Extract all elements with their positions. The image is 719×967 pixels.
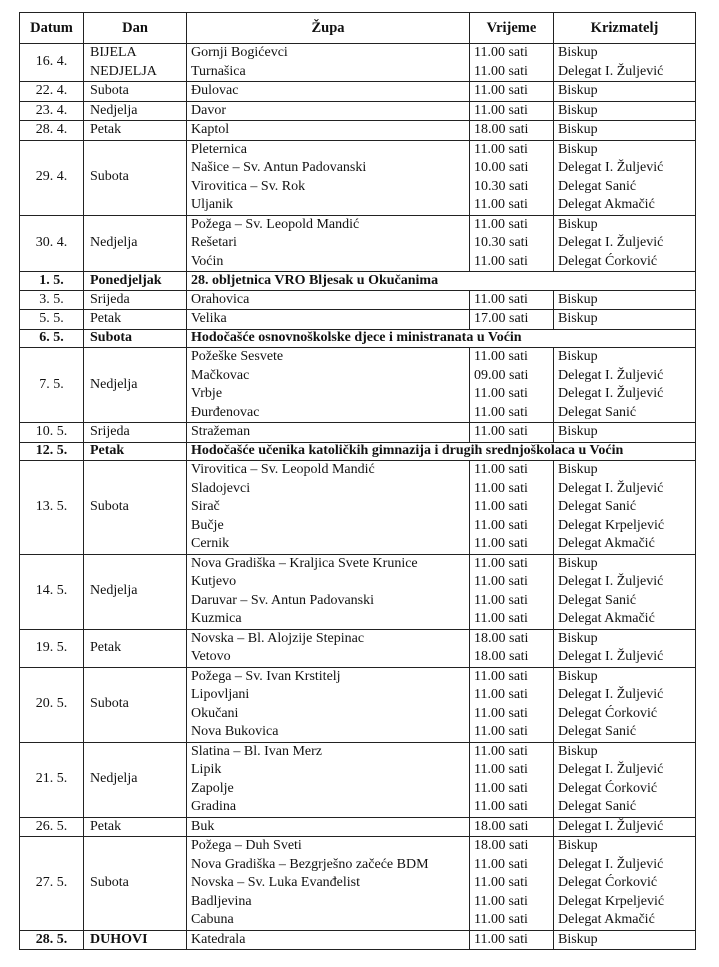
date-cell: 19. 5. [20,629,84,667]
table-row [20,310,696,330]
confirmant-name: Delegat Akmačić [558,197,655,212]
confirmant-cell [554,629,696,667]
parish-name: Bučje [191,517,224,533]
date-cell: 23. 4. [20,101,84,121]
parish-cell [187,290,470,310]
parish-name: Požega – Duh Sveti [191,838,302,853]
parish-name: Đulovac [191,83,239,98]
confirmant-name: Delegat I. Žuljević [558,762,664,777]
date-cell: 14. 5. [20,554,84,629]
date-cell: 27. 5. [20,837,84,931]
time-cell [470,310,554,330]
mass-time: 18.00 sati [474,122,529,137]
parish-name: Daruvar – Sv. Antun Padovanski [191,592,375,608]
day-cell: Subota [84,82,187,102]
date-cell: 29. 4. [20,140,84,215]
confirmant-name: Delegat I. Žuljević [558,687,664,702]
parish-name: Cabuna [191,912,234,927]
date-cell: 6. 5. [20,329,84,348]
table-row [20,44,696,82]
confirmant-name: Delegat I. Žuljević [558,649,664,664]
confirmant-name: Delegat Ćorković [558,253,658,269]
parish-name: Sirač [191,499,220,514]
table-row [20,667,696,742]
mass-time: 11.00 sati [474,141,528,157]
confirmant-name: Delegat Sanić [558,724,637,739]
mass-time: 18.00 sati [474,838,529,853]
parish-cell [187,837,470,931]
parish-name: Orahovica [191,291,250,307]
confirmant-name: Delegat I. Žuljević [558,386,664,401]
confirmant-cell [554,310,696,330]
confirmant-name: Biskup [558,630,598,646]
confirmant-name: Biskup [558,291,598,307]
mass-time: 11.00 sati [474,668,528,684]
confirmant-cell [554,817,696,837]
table-row [20,290,696,310]
parish-cell [187,101,470,121]
confirmant-cell [554,215,696,272]
date-cell: 28. 4. [20,121,84,141]
mass-time: 11.00 sati [474,480,528,496]
parish-name: Sladojevci [191,480,251,496]
date-cell: 22. 4. [20,82,84,102]
parish-name: Stražeman [191,424,251,439]
time-cell [470,348,554,423]
day-cell: Subota [84,329,187,348]
date-cell: 28. 5. [20,930,84,950]
parish-cell [187,423,470,443]
day-cell: Subota [84,667,187,742]
day-cell: Nedjelja [84,101,187,121]
parish-name: Mačkovac [191,367,250,383]
time-cell [470,629,554,667]
parish-cell [187,121,470,141]
confirmant-name: Biskup [558,424,598,439]
confirmant-cell [554,742,696,817]
mass-time: 11.00 sati [474,404,528,420]
table-row [20,82,696,102]
mass-time: 11.00 sati [474,762,528,777]
mass-time: 11.00 sati [474,216,528,232]
mass-time: 11.00 sati [474,912,528,927]
parish-name: Uljanik [191,197,233,212]
time-cell [470,215,554,272]
confirmant-cell [554,290,696,310]
mass-time: 10.30 sati [474,178,529,194]
day-cell: Petak [84,310,187,330]
mass-time: 11.00 sati [474,386,528,401]
parish-name: Zapolje [191,780,234,796]
parish-name: Kuzmica [191,611,242,626]
confirmant-cell [554,423,696,443]
mass-time: 11.00 sati [474,574,528,589]
confirmant-name: Delegat Sanić [558,404,637,420]
special-event-cell: Hodočašće osnovnoškolske djece i ministranata u Voćin [187,329,696,348]
confirmant-name: Biskup [558,83,598,98]
time-cell [470,101,554,121]
confirmant-cell [554,930,696,950]
parish-name: Nova Gradiška – Kraljica Svete Krunice [191,555,418,571]
mass-time: 11.00 sati [474,724,528,739]
mass-time: 11.00 sati [474,102,528,118]
table-row [20,215,696,272]
time-cell [470,423,554,443]
table-row [20,554,696,629]
confirmant-cell [554,554,696,629]
time-cell [470,82,554,102]
confirmant-name: Delegat Akmačić [558,912,655,927]
parish-cell [187,44,470,82]
date-cell: 20. 5. [20,667,84,742]
day-cell: Srijeda [84,290,187,310]
parish-cell [187,140,470,215]
day-cell: BIJELA NEDJELJA [84,44,187,82]
date-cell: 1. 5. [20,272,84,291]
day-cell: Subota [84,837,187,931]
time-cell [470,554,554,629]
parish-name: Buk [191,818,215,834]
schedule-body [20,44,696,950]
time-cell [470,461,554,555]
table-row [20,101,696,121]
parish-cell [187,461,470,555]
parish-name: Požeške Sesvete [191,349,284,364]
parish-name: Novska – Bl. Alojzije Stepinac [191,630,365,646]
parish-name: Rešetari [191,235,237,250]
parish-name: Voćin [191,253,224,269]
time-cell [470,44,554,82]
parish-name: Novska – Sv. Luka Evanđelist [191,875,361,890]
mass-time: 11.00 sati [474,592,528,608]
day-cell: Srijeda [84,423,187,443]
parish-cell [187,817,470,837]
parish-name: Badljevina [191,893,252,909]
parish-name: Nova Bukovica [191,724,279,739]
confirmant-name: Delegat I. Žuljević [558,63,664,79]
parish-cell [187,554,470,629]
table-row [20,272,696,291]
confirmant-name: Biskup [558,349,598,364]
date-cell: 21. 5. [20,742,84,817]
confirmant-name: Biskup [558,668,598,684]
table-row [20,140,696,215]
confirmant-name: Biskup [558,122,598,137]
mass-time: 11.00 sati [474,424,528,439]
time-cell [470,667,554,742]
confirmant-name: Biskup [558,931,598,947]
mass-time: 11.00 sati [474,856,528,872]
confirmant-name: Biskup [558,102,598,118]
parish-cell [187,742,470,817]
mass-time: 09.00 sati [474,367,529,383]
date-cell: 10. 5. [20,423,84,443]
day-cell: Nedjelja [84,348,187,423]
table-row [20,329,696,348]
confirmant-name: Biskup [558,45,598,60]
table-row [20,423,696,443]
confirmant-cell [554,667,696,742]
special-event-cell: Hodočašće učenika katoličkih gimnazija i drugih srednjoškolaca u Voćin [187,442,696,461]
parish-name: Katedrala [191,931,246,947]
time-cell [470,930,554,950]
day-cell: Nedjelja [84,215,187,272]
header-zupa: Župa [187,13,470,44]
mass-time: 11.00 sati [474,799,528,814]
mass-time: 10.30 sati [474,235,529,250]
parish-name: Davor [191,102,226,118]
confirmant-name: Delegat Sanić [558,799,637,814]
confirmant-cell [554,461,696,555]
mass-time: 11.00 sati [474,83,528,98]
table-row [20,461,696,555]
mass-time: 11.00 sati [474,517,528,533]
parish-cell [187,667,470,742]
parish-name: Kutjevo [191,574,237,589]
date-cell: 30. 4. [20,215,84,272]
parish-cell [187,215,470,272]
mass-time: 11.00 sati [474,687,528,702]
time-cell [470,817,554,837]
confirmant-cell [554,121,696,141]
parish-name: Virovitica – Sv. Rok [191,178,306,194]
table-row [20,817,696,837]
mass-time: 11.00 sati [474,931,528,947]
day-cell: Subota [84,140,187,215]
confirmant-name: Delegat I. Žuljević [558,574,664,589]
mass-time: 11.00 sati [474,253,528,269]
date-cell: 16. 4. [20,44,84,82]
parish-name: Turnašica [191,63,246,79]
parish-name: Gradina [191,799,237,814]
day-cell: Petak [84,442,187,461]
special-event-cell: 28. obljetnica VRO Bljesak u Okučanima [187,272,696,291]
time-cell [470,290,554,310]
confirmation-schedule-table [19,12,696,950]
confirmant-name: Delegat Akmačić [558,536,655,551]
mass-time: 11.00 sati [474,63,528,79]
day-cell: Petak [84,121,187,141]
mass-time: 11.00 sati [474,349,528,364]
date-cell: 3. 5. [20,290,84,310]
time-cell [470,121,554,141]
confirmant-name: Biskup [558,141,598,157]
parish-name: Požega – Sv. Leopold Mandić [191,216,360,232]
confirmant-name: Delegat Sanić [558,499,637,514]
confirmant-name: Biskup [558,311,598,326]
parish-cell [187,629,470,667]
table-row [20,121,696,141]
parish-name: Našice – Sv. Antun Padovanski [191,160,367,175]
mass-time: 11.00 sati [474,197,528,212]
confirmant-name: Delegat Ćorković [558,875,658,890]
date-cell: 26. 5. [20,817,84,837]
mass-time: 11.00 sati [474,536,528,551]
mass-time: 11.00 sati [474,780,528,796]
day-cell: Subota [84,461,187,555]
day-cell: Ponedjeljak [84,272,187,291]
mass-time: 18.00 sati [474,649,529,664]
confirmant-name: Delegat Sanić [558,178,637,194]
header-row [20,13,696,44]
header-dan: Dan [84,13,187,44]
parish-name: Lipovljani [191,687,250,702]
mass-time: 11.00 sati [474,875,528,890]
mass-time: 10.00 sati [474,160,529,175]
header-krizmatelj: Krizmatelj [554,13,696,44]
mass-time: 11.00 sati [474,893,528,909]
table-row [20,837,696,931]
confirmant-name: Biskup [558,555,598,571]
time-cell [470,837,554,931]
confirmant-name: Delegat I. Žuljević [558,160,664,175]
parish-name: Požega – Sv. Ivan Krstitelj [191,668,341,684]
parish-name: Gornji Bogićevci [191,45,288,60]
mass-time: 11.00 sati [474,499,528,514]
mass-time: 11.00 sati [474,611,528,626]
confirmant-cell [554,140,696,215]
parish-name: Okučani [191,705,239,721]
confirmant-name: Delegat Krpeljević [558,517,665,533]
table-row [20,930,696,950]
header-vrijeme: Vrijeme [470,13,554,44]
confirmant-name: Delegat Ćorković [558,705,658,721]
mass-time: 11.00 sati [474,45,528,60]
table-row [20,629,696,667]
confirmant-name: Delegat Akmačić [558,611,655,626]
parish-cell [187,82,470,102]
confirmant-name: Delegat Ćorković [558,780,658,796]
confirmant-cell [554,348,696,423]
confirmant-name: Biskup [558,838,598,853]
parish-name: Pleternica [191,141,247,157]
parish-name: Velika [191,311,227,326]
confirmant-name: Biskup [558,462,598,477]
parish-name: Virovitica – Sv. Leopold Mandić [191,462,375,477]
mass-time: 11.00 sati [474,462,528,477]
parish-name: Lipik [191,762,222,777]
confirmant-name: Delegat I. Žuljević [558,818,664,834]
confirmant-cell [554,82,696,102]
parish-cell [187,310,470,330]
parish-name: Nova Gradiška – Bezgrješno začeće BDM [191,856,429,872]
mass-time: 17.00 sati [474,311,529,326]
mass-time: 11.00 sati [474,555,528,571]
parish-name: Cernik [191,536,230,551]
confirmant-name: Delegat Sanić [558,592,637,608]
parish-name: Đurđenovac [191,404,260,420]
date-cell: 7. 5. [20,348,84,423]
parish-cell [187,348,470,423]
mass-time: 18.00 sati [474,630,529,646]
parish-name: Vrbje [191,386,223,401]
confirmant-cell [554,837,696,931]
confirmant-name: Delegat I. Žuljević [558,856,664,872]
day-cell: Nedjelja [84,742,187,817]
date-cell: 12. 5. [20,442,84,461]
confirmant-cell [554,44,696,82]
mass-time: 11.00 sati [474,743,528,759]
confirmant-cell [554,101,696,121]
time-cell [470,140,554,215]
date-cell: 5. 5. [20,310,84,330]
confirmant-name: Biskup [558,216,598,232]
parish-name: Kaptol [191,122,230,137]
mass-time: 18.00 sati [474,818,529,834]
schedule-sheet [19,12,696,950]
mass-time: 11.00 sati [474,291,528,307]
table-row [20,348,696,423]
mass-time: 11.00 sati [474,705,528,721]
day-cell: Petak [84,817,187,837]
time-cell [470,742,554,817]
date-cell: 13. 5. [20,461,84,555]
table-row [20,442,696,461]
parish-cell [187,930,470,950]
confirmant-name: Delegat Krpeljević [558,893,665,909]
day-cell: Petak [84,629,187,667]
table-row [20,742,696,817]
confirmant-name: Biskup [558,743,598,759]
header-datum: Datum [20,13,84,44]
confirmant-name: Delegat I. Žuljević [558,480,664,496]
parish-name: Slatina – Bl. Ivan Merz [191,743,323,759]
confirmant-name: Delegat I. Žuljević [558,367,664,383]
day-cell: DUHOVI [84,930,187,950]
parish-name: Vetovo [191,649,231,664]
confirmant-name: Delegat I. Žuljević [558,235,664,250]
day-cell: Nedjelja [84,554,187,629]
